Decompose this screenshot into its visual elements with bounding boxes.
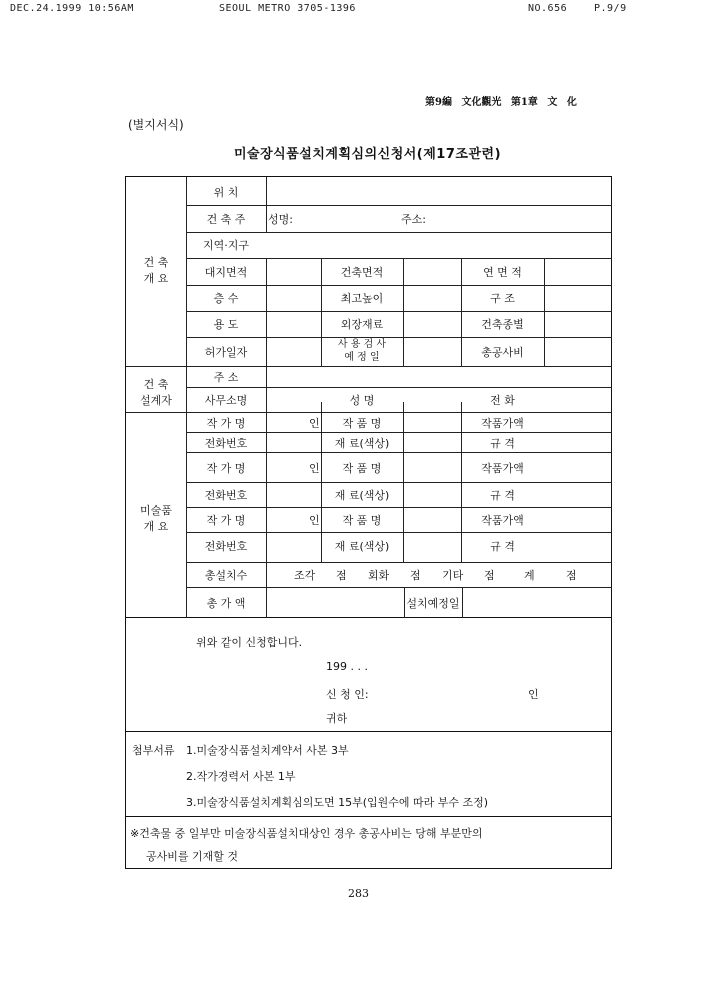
note-box bbox=[125, 817, 612, 869]
label-total-installs: 총설치수 bbox=[204, 569, 248, 582]
label-dimensions-3: 규 격 bbox=[490, 540, 515, 553]
label-work-price-3: 작품가액 bbox=[481, 514, 524, 527]
label-dimensions-1: 규 격 bbox=[490, 437, 515, 450]
label-name: 성 명 bbox=[349, 394, 375, 407]
label-artist-3: 작 가 명 bbox=[206, 514, 246, 527]
label-total-amount: 총 가 액 bbox=[206, 597, 246, 610]
label-site-area: 대지면적 bbox=[204, 266, 248, 279]
fax-number: NO.656 bbox=[528, 3, 568, 14]
install-unit-1: 점 bbox=[336, 569, 347, 582]
fax-page: P.9/9 bbox=[594, 3, 627, 14]
attachment-item-3: 3.미술장식품설치계획심의도면 15부(입원수에 따라 부수 조정) bbox=[186, 796, 489, 809]
label-office: 사무소명 bbox=[204, 394, 248, 407]
declaration-date: 199 . . . bbox=[326, 660, 368, 673]
install-unit-2: 점 bbox=[410, 569, 421, 582]
install-unit-3: 점 bbox=[484, 569, 495, 582]
label-work-title-2: 작 품 명 bbox=[342, 462, 382, 475]
install-type-other: 기타 bbox=[442, 569, 464, 582]
application-form-table bbox=[125, 176, 612, 618]
label-tel-3: 전화번호 bbox=[204, 540, 248, 553]
label-material-3: 재 료(색상) bbox=[334, 540, 390, 553]
label-tel-2: 전화번호 bbox=[204, 489, 248, 502]
applicant-label: 신 청 인: bbox=[326, 688, 369, 701]
label-permit-date: 허가일자 bbox=[204, 346, 248, 359]
attachments-box bbox=[125, 732, 612, 817]
fax-sender: SEOUL METRO 3705-1396 bbox=[219, 3, 356, 14]
label-artist-2: 작 가 명 bbox=[206, 462, 246, 475]
attachment-item-2: 2.작가경력서 사본 1부 bbox=[186, 770, 296, 783]
label-floors: 층 수 bbox=[213, 292, 239, 305]
note-line-1: ※건축물 중 일부만 미술장식품설치대상인 경우 총공사비는 당해 부분만의 bbox=[130, 827, 483, 840]
declaration-text: 위와 같이 신청합니다. bbox=[196, 636, 303, 649]
label-phone: 전 화 bbox=[490, 394, 515, 407]
chapter-header: 第9編 文化觀光 第1章 文 化 bbox=[425, 97, 577, 108]
label-tel-1: 전화번호 bbox=[204, 437, 248, 450]
label-building-area: 건축면적 bbox=[340, 266, 384, 279]
install-type-sculpture: 조각 bbox=[294, 569, 316, 582]
label-owner: 건 축 주 bbox=[206, 213, 246, 226]
label-structure: 구 조 bbox=[490, 292, 515, 305]
label-work-price-2: 작품가액 bbox=[481, 462, 524, 475]
label-total-floor-area: 연 면 적 bbox=[483, 266, 522, 279]
label-work-title-1: 작 품 명 bbox=[342, 417, 382, 430]
form-title: 미술장식품설치계획심의신청서(제17조관련) bbox=[234, 147, 502, 162]
label-inspection-date: 사 용 검 사 예 정 일 bbox=[337, 339, 387, 363]
seal-3: 인 bbox=[309, 514, 320, 527]
label-address: 주 소 bbox=[213, 371, 239, 384]
label-exterior: 외장재료 bbox=[340, 318, 384, 331]
page-number: 283 bbox=[348, 887, 369, 900]
label-max-height: 최고높이 bbox=[340, 292, 384, 305]
install-unit-4: 점 bbox=[566, 569, 577, 582]
label-work-title-3: 작 품 명 bbox=[342, 514, 382, 527]
label-artist-1: 작 가 명 bbox=[206, 417, 246, 430]
label-total-cost: 총공사비 bbox=[481, 346, 524, 359]
section-artwork: 미술품 개 요 bbox=[140, 504, 172, 533]
label-owner-name: 성명: bbox=[268, 213, 293, 226]
seal-1: 인 bbox=[309, 417, 320, 430]
section-builder: 건 축 설계자 bbox=[140, 378, 172, 407]
label-owner-address: 주소: bbox=[401, 213, 426, 226]
section-building: 건 축 개 요 bbox=[143, 256, 169, 285]
label-install-date: 설치예정일 bbox=[406, 597, 460, 610]
label-dimensions-2: 규 격 bbox=[490, 489, 515, 502]
label-use: 용 도 bbox=[213, 318, 239, 331]
note-line-2: 공사비를 기재할 것 bbox=[146, 850, 239, 863]
recipient: 귀하 bbox=[326, 712, 348, 725]
install-type-total: 계 bbox=[524, 569, 535, 582]
label-zone: 지역·지구 bbox=[202, 239, 249, 252]
label-location: 위 치 bbox=[213, 186, 239, 199]
applicant-seal: 인 bbox=[528, 688, 539, 701]
declaration-box bbox=[125, 618, 612, 732]
label-material-1: 재 료(색상) bbox=[334, 437, 390, 450]
install-type-painting: 회화 bbox=[368, 569, 390, 582]
label-building-type: 건축종별 bbox=[481, 318, 524, 331]
fax-datetime: DEC.24.1999 10:56AM bbox=[10, 3, 134, 14]
attachment-item-1: 1.미술장식품설치계약서 사본 3부 bbox=[186, 744, 349, 757]
label-material-2: 재 료(색상) bbox=[334, 489, 390, 502]
seal-2: 인 bbox=[309, 462, 320, 475]
label-work-price-1: 작품가액 bbox=[481, 417, 524, 430]
attachments-label: 첨부서류 bbox=[132, 744, 175, 757]
annex-label: (별지서식) bbox=[128, 118, 184, 132]
